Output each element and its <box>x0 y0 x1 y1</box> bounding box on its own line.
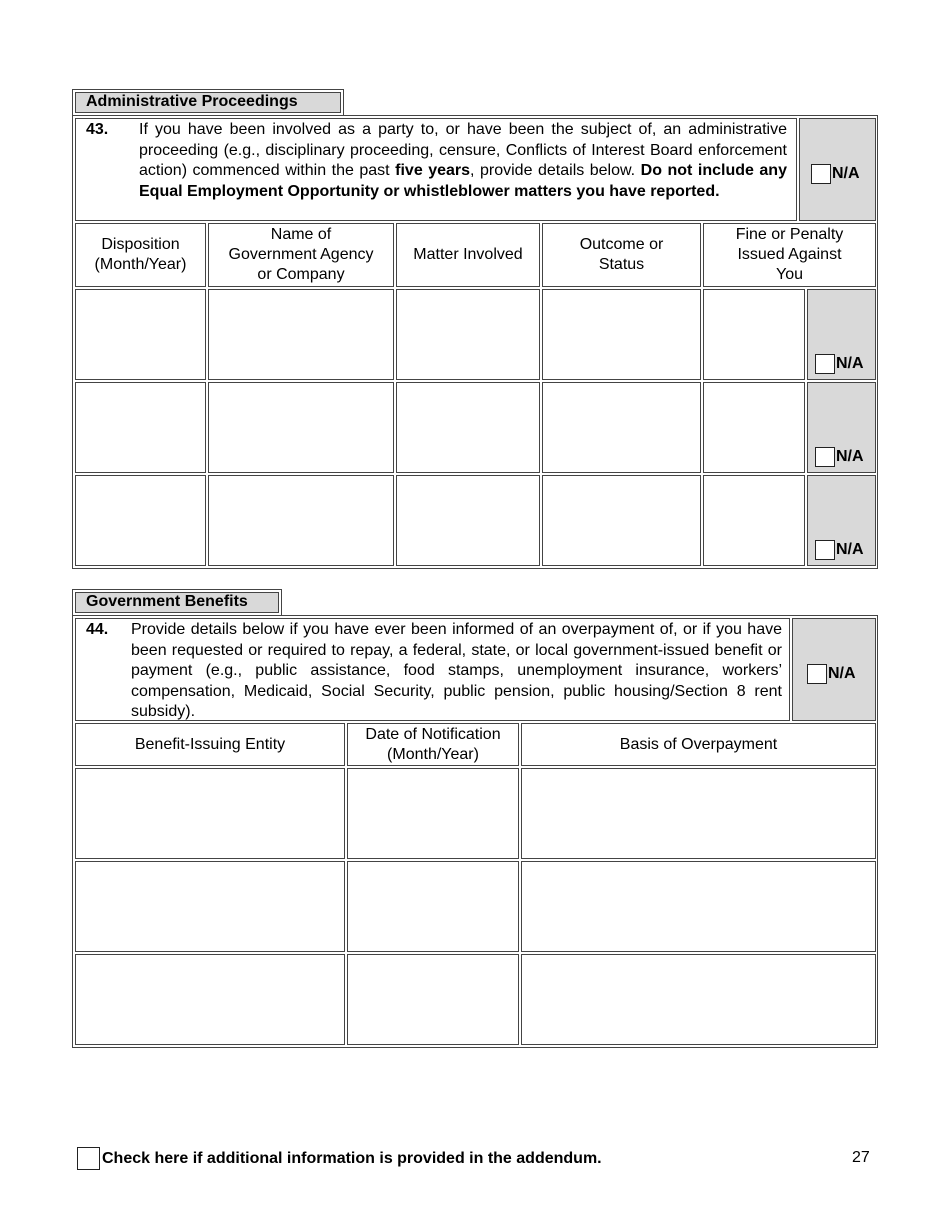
benefits-row2-entity[interactable] <box>75 861 345 952</box>
benefits-row2-date[interactable] <box>347 861 519 952</box>
admin-row2-outcome[interactable] <box>542 382 701 473</box>
admin-section-title: Administrative Proceedings <box>75 92 341 113</box>
admin-row1-agency[interactable] <box>208 289 394 380</box>
benefits-row1-entity[interactable] <box>75 768 345 859</box>
benefits-question-cell <box>75 618 790 721</box>
admin-row3-na-checkbox[interactable] <box>815 540 835 560</box>
benefits-row2-basis[interactable] <box>521 861 876 952</box>
admin-row3-fine[interactable] <box>703 475 805 566</box>
admin-row3-disposition[interactable] <box>75 475 206 566</box>
admin-row1-na-option[interactable] <box>815 354 864 374</box>
addendum-checkbox[interactable] <box>77 1147 100 1170</box>
admin-col-disposition: Disposition (Month/Year) <box>75 223 206 287</box>
admin-row1-disposition[interactable] <box>75 289 206 380</box>
admin-question-bold-exclusion: Do not include any Equal Employment Opportunity or whistleblower matters you have reported. <box>139 162 787 200</box>
benefits-na-label: N/A <box>828 665 856 682</box>
admin-col-matter: Matter Involved <box>396 223 540 287</box>
admin-na-cell <box>799 118 876 221</box>
benefits-section-box <box>72 615 878 1048</box>
page-number: 27 <box>852 1149 870 1166</box>
benefits-col-entity: Benefit-Issuing Entity <box>75 723 345 766</box>
benefits-question-number: 44. <box>86 621 109 638</box>
admin-row3-agency[interactable] <box>208 475 394 566</box>
benefits-row3-entity[interactable] <box>75 954 345 1045</box>
benefits-section-tab <box>72 589 282 616</box>
admin-row2-na-checkbox[interactable] <box>815 447 835 467</box>
benefits-na-checkbox[interactable] <box>807 664 827 684</box>
admin-section-box <box>72 115 878 569</box>
admin-question-number: 43. <box>86 121 109 138</box>
benefits-row3-date[interactable] <box>347 954 519 1045</box>
admin-row1-matter[interactable] <box>396 289 540 380</box>
benefits-col-date: Date of Notification (Month/Year) <box>347 723 519 766</box>
addendum-option[interactable] <box>77 1147 602 1170</box>
admin-row2-na-option[interactable] <box>815 447 864 467</box>
admin-row3-outcome[interactable] <box>542 475 701 566</box>
admin-col-agency: Name of Government Agency or Company <box>208 223 394 287</box>
admin-row3-na-option[interactable] <box>815 540 864 560</box>
admin-row1-outcome[interactable] <box>542 289 701 380</box>
addendum-label: Check here if additional information is provided in the addendum. <box>102 1149 602 1167</box>
admin-row3-matter[interactable] <box>396 475 540 566</box>
admin-row1-fine[interactable] <box>703 289 805 380</box>
admin-na-label: N/A <box>832 165 860 182</box>
admin-row2-agency[interactable] <box>208 382 394 473</box>
benefits-section-title: Government Benefits <box>75 592 279 613</box>
admin-na-option[interactable] <box>811 164 860 184</box>
admin-row2-matter[interactable] <box>396 382 540 473</box>
admin-row2-fine[interactable] <box>703 382 805 473</box>
admin-question-text-part1: If you have been involved as a party to, or have been the subject of, an administrative proceeding (e.g., disciplinary proceeding, censure, Conflicts of Interest Board enforcement action) commenced within the past <box>139 121 787 179</box>
admin-question-bold-period: five years <box>395 162 471 179</box>
admin-row2-disposition[interactable] <box>75 382 206 473</box>
benefits-row1-basis[interactable] <box>521 768 876 859</box>
admin-row3-na-cell <box>807 475 876 566</box>
benefits-question-text: Provide details below if you have ever been informed of an overpayment of, or if you have been requested or required to repay, a federal, state, or local government-issued benefit or payment (e.g., public assistance, food stamps, unemployment insurance, workers’ compensation, Medicaid, Social Security, public pension, public housing/Section 8 rent subsidy). <box>131 621 782 720</box>
admin-section-tab <box>72 89 344 116</box>
admin-question-text-part2: , provide details below. <box>470 162 641 179</box>
admin-question-text <box>139 120 787 202</box>
admin-col-fine: Fine or Penalty Issued Against You <box>703 223 876 287</box>
admin-row1-na-checkbox[interactable] <box>815 354 835 374</box>
admin-row1-na-cell <box>807 289 876 380</box>
admin-row1-na-label: N/A <box>836 355 864 372</box>
benefits-col-basis: Basis of Overpayment <box>521 723 876 766</box>
benefits-na-cell <box>792 618 876 721</box>
admin-na-checkbox[interactable] <box>811 164 831 184</box>
admin-row3-na-label: N/A <box>836 541 864 558</box>
benefits-na-option[interactable] <box>807 664 856 684</box>
admin-col-outcome: Outcome or Status <box>542 223 701 287</box>
benefits-row3-basis[interactable] <box>521 954 876 1045</box>
admin-row2-na-cell <box>807 382 876 473</box>
benefits-row1-date[interactable] <box>347 768 519 859</box>
admin-row2-na-label: N/A <box>836 448 864 465</box>
admin-question-cell <box>75 118 797 221</box>
